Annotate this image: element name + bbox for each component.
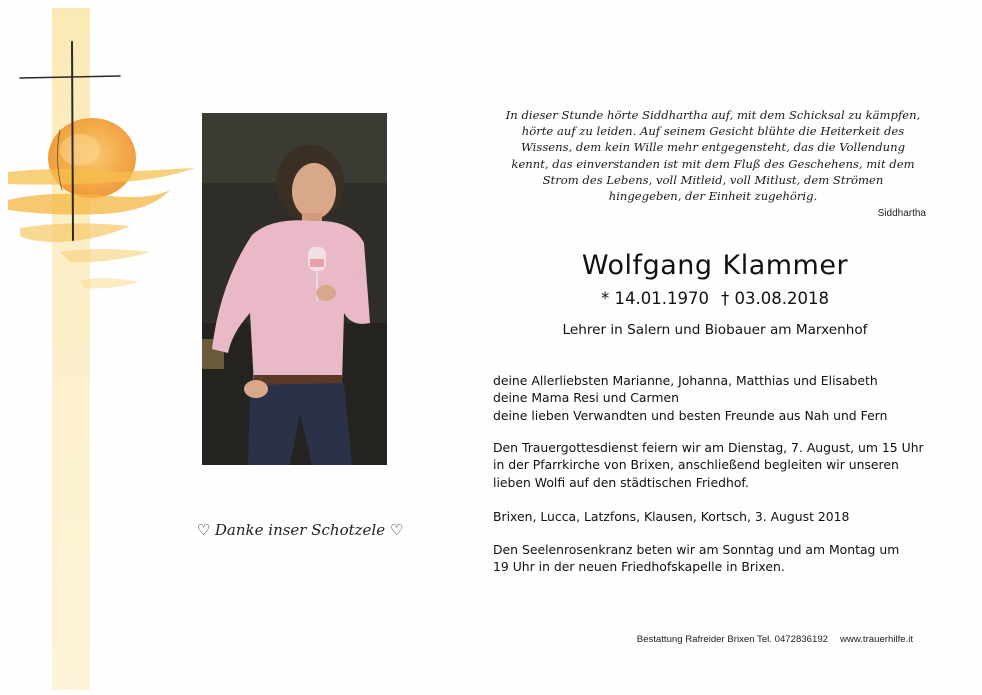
mourners-block bbox=[493, 372, 933, 424]
quote-line: hingegeben, der Einheit zugehörig. bbox=[608, 189, 818, 204]
rosary-line: 19 Uhr in der neuen Friedhofskapelle in Brixen. bbox=[493, 559, 785, 575]
quote-line: hörte auf zu leiden. Auf seinem Gesicht blühte die Heiterkeit des bbox=[521, 124, 905, 139]
quote-line: Wissens, dem kein Wille mehr entgegensteht, das die Vollendung bbox=[520, 140, 906, 155]
quote-author: Siddhartha bbox=[877, 208, 926, 219]
funeral-service-block bbox=[493, 439, 933, 491]
quote-line: kennt, das einverstanden ist mit dem Fluß des Geschehens, mit dem bbox=[511, 156, 915, 171]
mourner-line: deine lieben Verwandten und besten Freunde aus Nah und Fern bbox=[493, 407, 888, 423]
last-name: Klammer bbox=[722, 250, 849, 281]
place-date: Brixen, Lucca, Latzfons, Klausen, Kortsch, 3. August 2018 bbox=[493, 509, 850, 524]
service-line: Den Trauergottesdienst feiern wir am Dienstag, 7. August, um 15 Uhr bbox=[493, 440, 924, 455]
service-line: in der Pfarrkirche von Brixen, anschließend begleiten wir unseren bbox=[493, 457, 899, 473]
life-dates bbox=[520, 289, 910, 308]
birth-date: * 14.01.1970 bbox=[601, 289, 709, 308]
place-date-block bbox=[493, 508, 933, 525]
siddhartha-quote bbox=[492, 107, 934, 204]
deceased-name bbox=[520, 250, 910, 281]
mourner-line: deine Allerliebsten Marianne, Johanna, Matthias und Elisabeth bbox=[493, 373, 878, 388]
quote-line: In dieser Stunde hörte Siddhartha auf, mit dem Schicksal zu kämpfen, bbox=[505, 108, 921, 122]
portrait-photo bbox=[202, 113, 387, 465]
death-date: † 03.08.2018 bbox=[721, 289, 829, 308]
website-link[interactable]: www.trauerhilfe.it bbox=[840, 634, 914, 645]
service-line: lieben Wolfi auf den städtischen Friedhof. bbox=[493, 474, 749, 490]
cross-sun-illustration bbox=[0, 30, 200, 310]
mourner-line: deine Mama Resi und Carmen bbox=[493, 390, 679, 406]
first-name: Wolfgang bbox=[581, 250, 713, 281]
occupation: Lehrer in Salern und Biobauer am Marxenhof bbox=[562, 322, 868, 338]
undertaker-info: Bestattung Rafreider Brixen Tel. 0472836192 bbox=[636, 634, 828, 645]
rosary-block bbox=[493, 541, 933, 576]
rosary-line: Den Seelenrosenkranz beten wir am Sonntag und am Montag um bbox=[493, 542, 900, 557]
thanks-line: ♡ Danke inser Schotzele ♡ bbox=[196, 521, 404, 539]
quote-line: Strom des Lebens, voll Mitleid, voll Mitlust, dem Strömen bbox=[542, 172, 884, 187]
sun-watercolor-icon bbox=[8, 118, 195, 288]
